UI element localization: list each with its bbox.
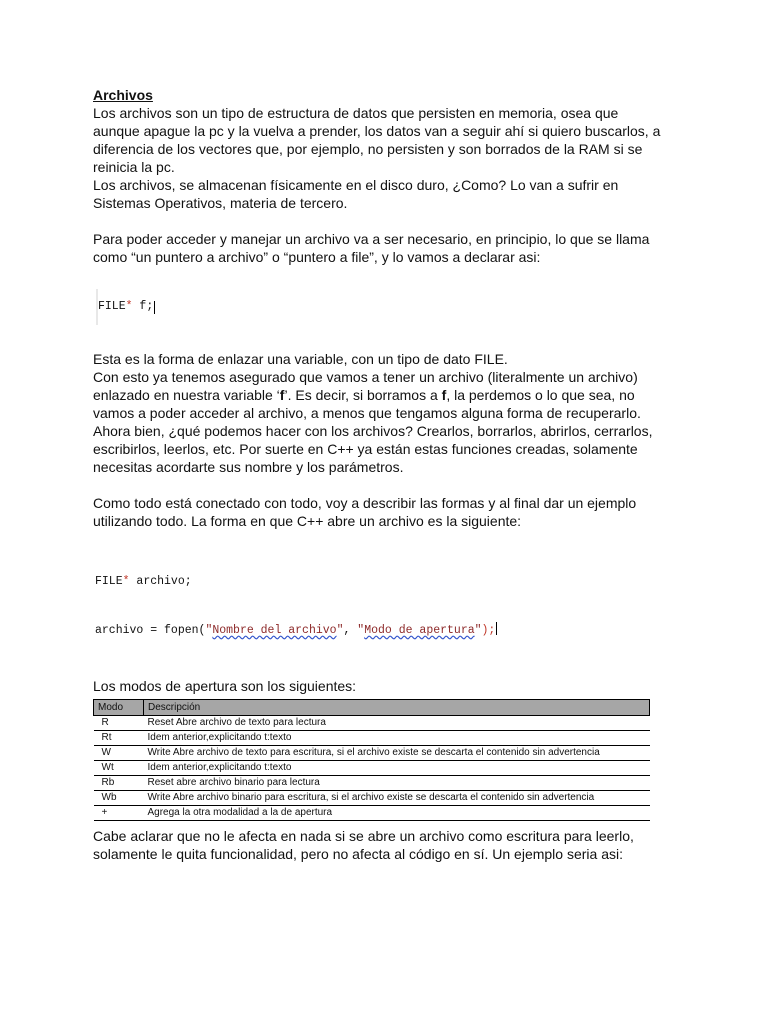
code-type: FILE — [98, 300, 126, 313]
text-line — [93, 386, 673, 404]
text-line: Esta es la forma de enlazar una variable, con un tipo de dato FILE. — [93, 351, 508, 367]
code-pointer-star: * — [122, 575, 130, 588]
text-line: como “un puntero a archivo” o “puntero a file”, y lo vamos a declarar asi: — [93, 249, 541, 265]
code-type: FILE — [95, 575, 123, 588]
text-line: vamos a poder acceder al archivo, a menos que tengamos alguna forma de recuperarlo. — [93, 405, 641, 421]
description-cell: Idem anterior,explicitando t:texto — [144, 731, 650, 746]
link-paragraph — [93, 350, 673, 476]
mode-cell: Rt — [94, 731, 144, 746]
variable-name-bold: f — [441, 387, 447, 403]
code-string-mode: Modo de apertura — [364, 624, 475, 637]
text-line: Sistemas Operativos, materia de tercero. — [93, 195, 348, 211]
table-row — [94, 806, 650, 821]
document-title: Archivos — [93, 87, 153, 103]
code-quote: " — [205, 624, 213, 637]
table-row — [94, 731, 650, 746]
mode-cell: W — [94, 746, 144, 761]
column-header: Modo — [94, 700, 144, 716]
code-variable: archivo; — [129, 575, 192, 588]
paragraph-gap — [93, 212, 673, 230]
text-line: Cabe aclarar que no le afecta en nada si se abre un archivo como escritura para leerlo, — [93, 828, 634, 844]
document-page — [93, 86, 673, 863]
text-line: Los archivos son un tipo de estructura de datos que persisten en memoria, osea que — [93, 105, 619, 121]
text-line: Los archivos, se almacenan físicamente en el disco duro, ¿Como? Lo van a sufrir en — [93, 177, 619, 193]
text-line: Ahora bien, ¿qué podemos hacer con los archivos? Crearlos, borrarlos, abrirlos, cerrarlos, — [93, 423, 653, 439]
modes-table — [93, 699, 650, 821]
variable-name-bold: f — [279, 387, 285, 403]
table-row — [94, 791, 650, 806]
text-cursor — [496, 622, 497, 635]
closing-paragraph — [93, 827, 673, 863]
open-paragraph — [93, 494, 673, 530]
code-line — [95, 574, 673, 590]
code-snippet-fopen — [95, 542, 673, 671]
mode-cell: Wt — [94, 761, 144, 776]
code-call: = fopen( — [143, 624, 206, 637]
text-line: Con esto ya tenemos asegurado que vamos a tener un archivo (literalmente un archivo) — [93, 369, 638, 385]
code-line — [95, 622, 673, 639]
text-segment: enlazado en nuestra variable ‘ — [93, 387, 280, 403]
text-line: Como todo está conectado con todo, voy a describir las formas y al final dar un ejemplo — [93, 495, 637, 511]
code-quote: " — [336, 624, 344, 637]
text-line: solamente le quita funcionalidad, pero no afecta al código en sí. Un ejemplo seria asi: — [93, 846, 623, 862]
pointer-paragraph — [93, 230, 673, 266]
paragraph-gap — [93, 476, 673, 494]
modes-intro: Los modos de apertura son los siguientes: — [93, 678, 357, 694]
text-line: Para poder acceder y manejar un archivo va a ser necesario, en principio, lo que se llama — [93, 231, 650, 247]
column-header: Descripción — [144, 700, 650, 716]
intro-paragraph — [93, 104, 673, 212]
text-line: escribirlos, leerlos, etc. Por suerte en C++ ya están estas funciones creadas, solamente — [93, 441, 638, 457]
text-line: necesitas acordarte sus nombre y los parámetros. — [93, 459, 404, 475]
code-separator: , — [343, 624, 358, 637]
table-row — [94, 761, 650, 776]
text-cursor — [154, 301, 155, 314]
mode-cell: + — [94, 806, 144, 821]
text-line: aunque apague la pc y la vuelva a prender, los datos van a seguir ahí si quiero buscarlos, a — [93, 123, 661, 139]
text-line: utilizando todo. La forma en que C++ abre un archivo es la siguiente: — [93, 513, 522, 529]
description-cell: Reset Abre archivo de texto para lectura — [144, 716, 650, 731]
code-snippet-file-pointer — [96, 289, 673, 325]
code-pointer-star: * — [125, 300, 133, 313]
text-line: diferencia de los vectores que, por ejemplo, no persisten y son borrados de la RAM si se — [93, 141, 643, 157]
code-end: ); — [481, 624, 496, 637]
description-cell: Agrega la otra modalidad a la de apertura — [144, 806, 650, 821]
code-variable: archivo — [95, 624, 144, 637]
code-variable: f; — [132, 300, 154, 313]
text-segment: ’. Es decir, si borramos a — [284, 387, 442, 403]
code-quote: " — [474, 624, 482, 637]
description-cell: Write Abre archivo binario para escritura, si el archivo existe se descarta el contenido sin advertencia — [144, 791, 650, 806]
text-line: reinicia la pc. — [93, 159, 175, 175]
mode-cell: Wb — [94, 791, 144, 806]
table-row — [94, 776, 650, 791]
code-quote: " — [357, 624, 365, 637]
text-segment: , la perdemos o lo que sea, no — [446, 387, 635, 403]
table-row — [94, 746, 650, 761]
table-header-row — [94, 700, 650, 716]
description-cell: Reset abre archivo binario para lectura — [144, 776, 650, 791]
description-cell: Idem anterior,explicitando t:texto — [144, 761, 650, 776]
mode-cell: Rb — [94, 776, 144, 791]
description-cell: Write Abre archivo de texto para escritura, si el archivo existe se descarta el contenido sin advertencia — [144, 746, 650, 761]
table-row — [94, 716, 650, 731]
code-string-filename: Nombre del archivo — [212, 624, 337, 637]
mode-cell: R — [94, 716, 144, 731]
